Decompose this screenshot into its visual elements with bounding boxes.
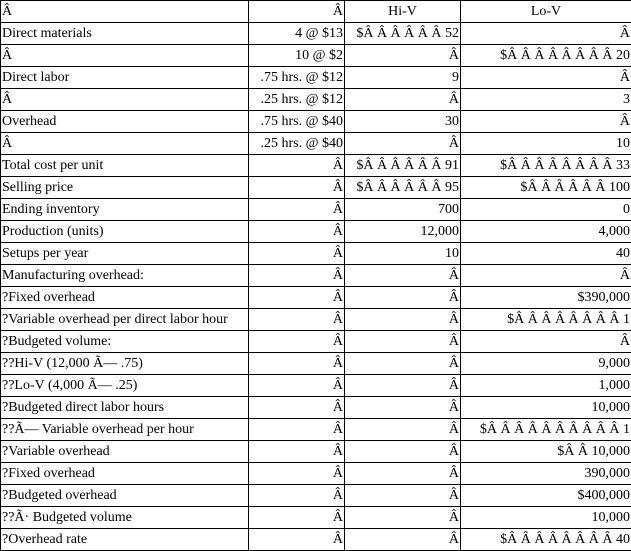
row-label: Â [1,89,249,111]
table-row [1,155,631,177]
row-label: ??Lo-V (4,000 Ã— .25) [1,375,249,397]
row-detail: Â [249,287,345,309]
table-row [1,67,631,89]
lo-v-value: 390,000 [461,463,631,485]
header-lo-v: Lo-V [461,1,631,23]
row-detail: Â [249,419,345,441]
row-label: ?Overhead rate [1,529,249,551]
row-detail: Â [249,309,345,331]
row-label: Production (units) [1,221,249,243]
row-label: ??Ã— Variable overhead per hour [1,419,249,441]
cost-table-body [1,1,631,551]
row-label: Setups per year [1,243,249,265]
row-label: ?Budgeted volume: [1,331,249,353]
row-detail: Â [249,375,345,397]
row-detail: .75 hrs. @ $12 [249,67,345,89]
row-label: ?Fixed overhead [1,463,249,485]
hi-v-value: 30 [345,111,461,133]
table-row [1,397,631,419]
row-detail: Â [249,221,345,243]
row-detail: Â [249,441,345,463]
hi-v-value: $Â Â Â Â Â Â 95 [345,177,461,199]
table-row [1,23,631,45]
header-detail-cell: Â [249,1,345,23]
lo-v-value: $400,000 [461,485,631,507]
row-detail: Â [249,507,345,529]
hi-v-value: Â [345,45,461,67]
hi-v-value: Â [345,529,461,551]
row-detail: Â [249,243,345,265]
row-label: Manufacturing overhead: [1,265,249,287]
row-detail: Â [249,397,345,419]
row-label: Selling price [1,177,249,199]
lo-v-value: Â [461,111,631,133]
row-detail: Â [249,463,345,485]
hi-v-value: Â [345,507,461,529]
row-detail: Â [249,331,345,353]
table-row [1,287,631,309]
table-row [1,485,631,507]
lo-v-value: $Â Â Â Â Â Â Â Â 20 [461,45,631,67]
table-row [1,89,631,111]
row-detail: .25 hrs. @ $12 [249,89,345,111]
hi-v-value: 10 [345,243,461,265]
row-label: ?Fixed overhead [1,287,249,309]
row-detail: .25 hrs. @ $40 [249,133,345,155]
table-row [1,441,631,463]
table-row [1,353,631,375]
hi-v-value: Â [345,419,461,441]
lo-v-value: Â [461,23,631,45]
table-row [1,419,631,441]
row-label: Â [1,133,249,155]
row-detail: Â [249,265,345,287]
row-label: ?Variable overhead per direct labor hour [1,309,249,331]
row-label: Direct materials [1,23,249,45]
hi-v-value: Â [345,331,461,353]
lo-v-value: 10,000 [461,507,631,529]
lo-v-value: 1,000 [461,375,631,397]
lo-v-value: Â [461,331,631,353]
lo-v-value: Â [461,67,631,89]
row-detail: 4 @ $13 [249,23,345,45]
row-label: ?Variable overhead [1,441,249,463]
table-row [1,375,631,397]
hi-v-value: Â [345,375,461,397]
lo-v-value: $Â Â Â Â Â Â 100 [461,177,631,199]
table-row [1,111,631,133]
hi-v-value: Â [345,463,461,485]
row-detail: 10 @ $2 [249,45,345,67]
lo-v-value: 40 [461,243,631,265]
header-label-cell: Â [1,1,249,23]
row-label: Direct labor [1,67,249,89]
row-detail: Â [249,485,345,507]
hi-v-value: Â [345,397,461,419]
lo-v-value: 9,000 [461,353,631,375]
table-row [1,221,631,243]
hi-v-value: Â [345,265,461,287]
lo-v-value: 10,000 [461,397,631,419]
table-row [1,133,631,155]
hi-v-value: 9 [345,67,461,89]
lo-v-value: 10 [461,133,631,155]
lo-v-value: 3 [461,89,631,111]
table-row [1,331,631,353]
lo-v-value: $Â Â Â Â Â Â Â Â 33 [461,155,631,177]
hi-v-value: $Â Â Â Â Â Â 91 [345,155,461,177]
table-row [1,177,631,199]
hi-v-value: Â [345,287,461,309]
hi-v-value: 12,000 [345,221,461,243]
hi-v-value: Â [345,441,461,463]
row-label: ??Ã· Budgeted volume [1,507,249,529]
row-label: Total cost per unit [1,155,249,177]
hi-v-value: $Â Â Â Â Â Â 52 [345,23,461,45]
table-row [1,265,631,287]
hi-v-value: Â [345,353,461,375]
lo-v-value: $390,000 [461,287,631,309]
header-row [1,1,631,23]
hi-v-value: Â [345,89,461,111]
table-row [1,243,631,265]
table-row [1,45,631,67]
lo-v-value: $Â Â Â Â Â Â Â Â Â Â 1 [461,419,631,441]
row-detail: Â [249,353,345,375]
row-detail: Â [249,529,345,551]
table-row [1,507,631,529]
lo-v-value: 4,000 [461,221,631,243]
row-label: ??Hi-V (12,000 Ã— .75) [1,353,249,375]
table-row [1,199,631,221]
table-row [1,529,631,551]
table-row [1,463,631,485]
row-detail: Â [249,199,345,221]
lo-v-value: $Â Â 10,000 [461,441,631,463]
lo-v-value: 0 [461,199,631,221]
table-row [1,309,631,331]
lo-v-value: $Â Â Â Â Â Â Â Â 1 [461,309,631,331]
row-detail: Â [249,177,345,199]
row-detail: Â [249,155,345,177]
row-detail: .75 hrs. @ $40 [249,111,345,133]
hi-v-value: Â [345,485,461,507]
hi-v-value: 700 [345,199,461,221]
hi-v-value: Â [345,133,461,155]
row-label: Overhead [1,111,249,133]
lo-v-value: $Â Â Â Â Â Â Â Â 40 [461,529,631,551]
lo-v-value: Â [461,265,631,287]
row-label: Ending inventory [1,199,249,221]
row-label: ?Budgeted overhead [1,485,249,507]
row-label: ?Budgeted direct labor hours [1,397,249,419]
hi-v-value: Â [345,309,461,331]
row-label: Â [1,45,249,67]
header-hi-v: Hi-V [345,1,461,23]
